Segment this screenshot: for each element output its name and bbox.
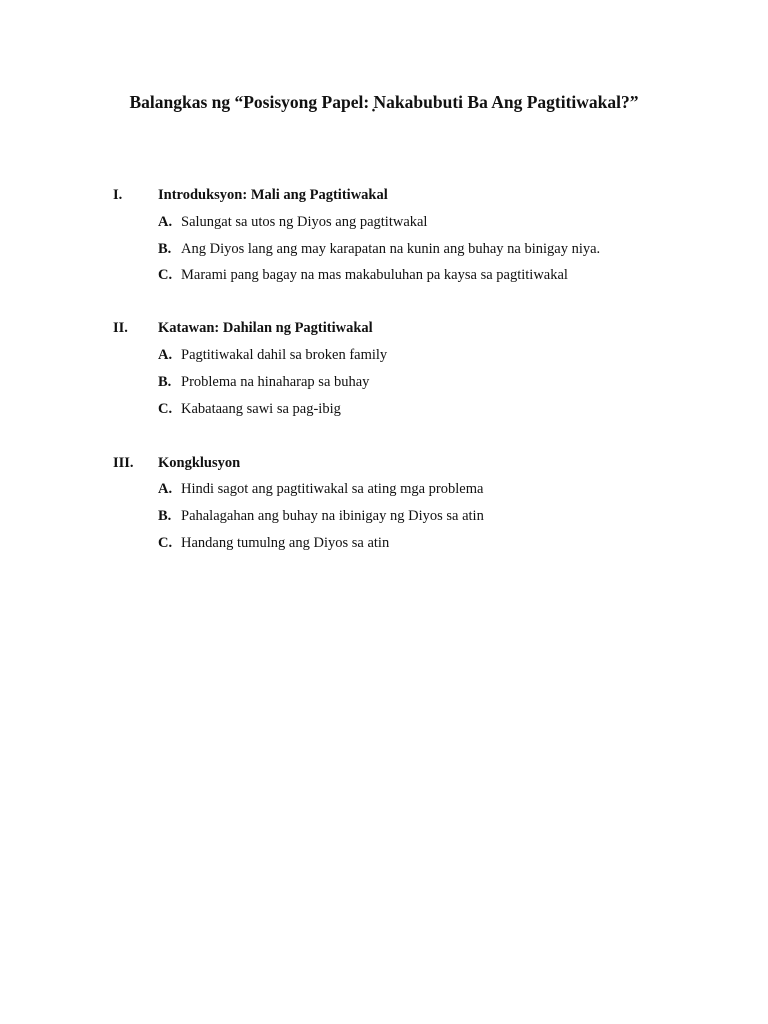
item-letter: B. — [158, 374, 172, 390]
item-letter: A. — [158, 347, 173, 363]
item-text: Ang Diyos lang ang may karapatan na kunin ang buhay na binigay niya. — [181, 241, 601, 257]
item-letter: A. — [158, 214, 173, 230]
item-text: Problema na hinaharap sa buhay — [181, 374, 370, 390]
item-text: Handang tumulng ang Diyos sa atin — [181, 535, 390, 551]
item-letter: B. — [158, 508, 172, 524]
section-heading: Kongklusyon — [158, 455, 241, 471]
item-letter: C. — [158, 401, 173, 417]
item-text: Kabataang sawi sa pag-ibig — [181, 401, 341, 417]
item-letter: A. — [158, 481, 173, 497]
section-numeral: II. — [113, 320, 128, 336]
section-heading: Introduksyon: Mali ang Pagtitiwakal — [158, 187, 388, 203]
section-heading: Katawan: Dahilan ng Pagtitiwakal — [158, 320, 373, 336]
item-letter: C. — [158, 535, 173, 551]
item-text: Salungat sa utos ng Diyos ang pagtitwakal — [181, 214, 428, 230]
item-text: Hindi sagot ang pagtitiwakal sa ating mga problema — [181, 481, 484, 497]
item-text: Pahalagahan ang buhay na ibinigay ng Diyos sa atin — [181, 508, 484, 524]
item-text: Marami pang bagay na mas makabuluhan pa kaysa sa pagtitiwakal — [181, 267, 568, 283]
section-numeral: I. — [113, 187, 123, 203]
item-letter: B. — [158, 241, 172, 257]
section-numeral: III. — [113, 455, 134, 471]
document-title: Balangkas ng “Posisyong Papel: ̣Nakabubuti Ba Ang Pagtitiwakal?” — [129, 92, 639, 112]
item-text: Pagtitiwakal dahil sa broken family — [181, 347, 388, 363]
item-letter: C. — [158, 267, 173, 283]
